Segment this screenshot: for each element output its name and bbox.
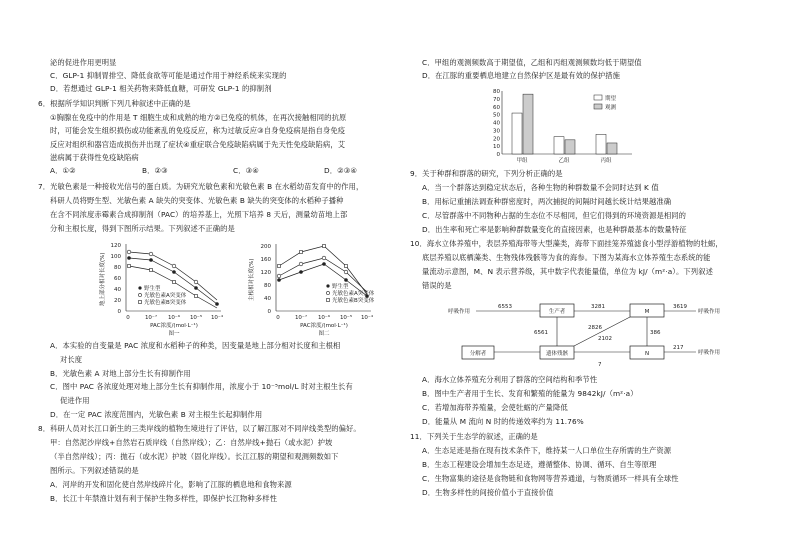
bar-expected xyxy=(596,134,606,154)
tick: 20 xyxy=(114,298,121,304)
option-a: A．生态足迹是指在现有技术条件下，维持某一人口单位生存所需的生产资源 xyxy=(422,446,672,455)
option-a: A．海水立体养殖充分利用了群落的空间结构和季节性 xyxy=(422,375,598,384)
text-line: 对长度 xyxy=(60,355,83,364)
energy-value: 2102 xyxy=(598,336,612,342)
tick: 10⁻⁵ xyxy=(339,315,353,321)
energy-value: 217 xyxy=(673,345,684,351)
option-b: B．用标记重捕法调查种群密度时，两次捕捉的间隔时间越长统计结果越准确 xyxy=(422,197,672,206)
option-c: C．生物富集的途径是食物链和食物网等营养通道，与物质循环一样具有全球性 xyxy=(422,474,679,483)
tick: 0 xyxy=(267,309,271,315)
tick: 0 xyxy=(117,309,121,315)
text-line: D．若想通过 GLP-1 相关药物来降低血糖，可研发 GLP-1 的抑制剂 xyxy=(50,84,272,93)
option-a: A．①② xyxy=(50,166,76,175)
figure-7-left xyxy=(98,243,224,336)
tick: 120 xyxy=(110,243,121,249)
option-a: A．本实验的自变量是 PAC 浓度和水稻种子的种类，因变量是地上部分相对长度和主根相 xyxy=(50,341,341,350)
respiration-label: 呼吸作用 xyxy=(698,309,721,315)
text-line: 分和主根长度，得到下图所示结果。下列叙述不正确的是 xyxy=(50,224,235,233)
tick: 0 xyxy=(276,315,280,321)
x-category-label: 乙组 xyxy=(558,158,570,164)
tick: 10⁻⁷ xyxy=(294,315,308,321)
bar-expected xyxy=(554,137,564,154)
m-label: M xyxy=(644,309,650,315)
text-line: 甲：自然泥沙岸线+自然岩石质岸线（自然岸线）；乙：自然岸线+抛石（或水泥）护坡 xyxy=(50,438,333,447)
text-line: 时，可能会发生组织损伤或功能紊乱的免疫反应，称为过敏反应③自身免疫病是指自身免疫 xyxy=(50,126,346,135)
legend xyxy=(594,94,617,111)
option-c: C．若增加海带养殖量，会使牡蛎的产量降低 xyxy=(422,403,568,412)
legend-item: 光敏色素A突变体 xyxy=(332,291,375,297)
text-line: 在含不同浓度赤霉素合成抑制剂（PAC）的培养基上，光照下培养 8 天后，测量幼苗地上部 xyxy=(50,210,348,219)
option-d: D．在江豚的重要栖息地建立自然保护区是最有效的保护措施 xyxy=(422,71,621,80)
y-tick-label: 70 xyxy=(493,96,500,103)
y-ticks xyxy=(493,89,501,158)
energy-value: 6561 xyxy=(534,330,548,336)
tick: 40 xyxy=(264,296,271,302)
text-line: 底层养殖以底栖藻类、生物残体残骸等为食的海参。下图为某海水立体养殖生态系统的能 xyxy=(422,253,711,262)
option-a: A．当一个群落达到稳定状态后，各种生物的种群数量不会同时达到 K 值 xyxy=(422,183,659,192)
x-category-label: 丙组 xyxy=(600,158,612,164)
y-tick-label: 20 xyxy=(493,136,500,143)
tick: 10⁻⁵ xyxy=(189,315,203,321)
energy-value: 6553 xyxy=(498,304,512,310)
text-line: 图所示。下列叙述错误的是 xyxy=(50,466,139,475)
n-label: N xyxy=(644,351,650,357)
figure-7-right xyxy=(247,244,375,336)
text-line: 量流动示意图，M、N 表示营养级，其中数字代表能量值，单位为 kJ/（m²·a）。下列叙述 xyxy=(422,267,713,276)
option-d: D．②③④ xyxy=(324,166,358,175)
markers-right xyxy=(277,245,369,298)
bar-expected xyxy=(512,113,522,154)
legend-item: 光敏色素B突变体 xyxy=(144,300,187,306)
y-tick-label: 50 xyxy=(493,112,500,119)
energy-value: 3619 xyxy=(673,304,687,310)
text-line: 滋病属于获得性免疫缺陷病 xyxy=(50,153,139,162)
option-c: C．③④ xyxy=(233,166,259,175)
right-column xyxy=(410,0,780,560)
question-9: 9．关于种群和群落的研究，下列分析正确的是 xyxy=(410,169,563,178)
option-b: B．②③ xyxy=(142,166,168,175)
figure-7 xyxy=(96,236,386,336)
y-ticks-left xyxy=(111,243,122,315)
text-line: C．GLP-1 抑制胃排空、降低食欲等可能是通过作用于神经系统来实现的 xyxy=(50,71,287,80)
y-tick-label: 10 xyxy=(493,144,500,151)
left-column xyxy=(36,0,396,560)
x-axis-label: PAC浓度/(mol·L⁻¹) xyxy=(300,323,348,329)
text-line: 促进作用 xyxy=(60,396,90,405)
option-c: C．尽管群落中不同物种占据的生态位不尽相同，但它们得到的环境资源是相同的 xyxy=(422,211,687,220)
tick: 100 xyxy=(110,254,121,260)
option-c: C．甲组的观测频数高于期望值，乙组和丙组观测频数均低于期望值 xyxy=(422,58,642,67)
x-ticks-right xyxy=(276,314,374,321)
option-d: D．出生率和死亡率是影响种群数量变化的直接因素，也是种群最基本的数量特征 xyxy=(422,225,687,234)
option-c: C．图中 PAC 各浓度处理对地上部分生长有抑制作用，浓度小于 10⁻⁵mol/L 时对主根生长有 xyxy=(50,382,353,391)
energy-value: 2826 xyxy=(588,325,602,331)
y-ticks-right xyxy=(261,244,272,315)
tick: 80 xyxy=(114,265,121,271)
question-10: 10．海水立体养殖中，表层养殖海带等大型藻类，海带下面挂笼养殖滤食小型浮游植物的牡蛎， xyxy=(410,239,723,248)
energy-value: 386 xyxy=(650,330,661,336)
tick: 10⁻⁶ xyxy=(317,315,331,321)
question-6: 6．根据所学知识判断下列几种叙述中正确的是 xyxy=(38,99,191,108)
energy-value: 3281 xyxy=(591,304,605,310)
legend-item: 观测 xyxy=(605,105,617,111)
legend-item: 期望 xyxy=(605,96,617,102)
option-a: A．河岸的开发和固化使自然岸线碎片化，影响了江豚的栖息地和食物来源 xyxy=(50,480,292,489)
tick: 160 xyxy=(260,257,271,263)
x-labels xyxy=(516,156,612,164)
y-axis-label: 地上部分相对长度(%) xyxy=(100,252,106,306)
bar-observed xyxy=(523,94,533,154)
tick: 200 xyxy=(260,244,271,250)
tick: 0 xyxy=(126,315,130,321)
legend-left xyxy=(138,284,186,306)
legend-swatch xyxy=(594,104,602,109)
option-b: B．生态工程建设会增加生态足迹，遵循整体、协调、循环、自生等原理 xyxy=(422,460,657,469)
y-axis-label: 主根相对长度(%) xyxy=(249,258,255,301)
decomposer-label: 分解者 xyxy=(469,351,487,357)
energy-value: 7 xyxy=(598,362,602,368)
figure-caption: 图一 xyxy=(168,331,180,336)
tick: 40 xyxy=(114,287,121,293)
legend-item: 光敏色素B突变体 xyxy=(332,298,375,304)
y-tick-label: 40 xyxy=(493,120,500,127)
question-7: 7．光敏色素是一种接收光信号的蛋白质。为研究光敏色素和光敏色素 B 在水稻幼苗发育中的作用， xyxy=(38,182,364,191)
tick: 80 xyxy=(264,283,271,289)
tick: 10⁻⁴ xyxy=(210,315,224,321)
bar-observed xyxy=(565,140,575,154)
series-mutant-b xyxy=(279,246,367,294)
question-8: 8．科研人员对长江口新生的三类岸线的植物生境进行了评估，以了解江豚对不同岸线类型的偏好。 xyxy=(38,424,361,433)
text-line: （半自然岸线）；丙：抛石（或水泥）护坡（固化岸线）。长江江豚的期望和观测频数如下 xyxy=(50,452,339,461)
bars xyxy=(512,94,617,154)
x-axis-label: PAC浓度/(mol·L⁻¹) xyxy=(150,323,198,329)
remains-label: 遗体残骸 xyxy=(545,351,569,357)
legend-item: 野生型 xyxy=(332,284,349,290)
respiration-label: 呼吸作用 xyxy=(698,350,721,356)
tick: 120 xyxy=(260,270,271,276)
figure-caption: 图二 xyxy=(318,331,330,336)
tick: 10⁻⁶ xyxy=(167,315,181,321)
x-category-label: 甲组 xyxy=(516,158,528,164)
text-line: 泌的促进作用更明显 xyxy=(50,58,117,67)
energy-flow-diagram xyxy=(448,296,748,368)
option-d: D．在一定 PAC 浓度范围内，光敏色素 B 对主根生长起抑制作用 xyxy=(50,410,263,419)
legend-swatch xyxy=(594,95,602,100)
y-tick-label: 80 xyxy=(493,89,500,95)
tick: 60 xyxy=(114,276,121,282)
legend-item: 光敏色素A突变体 xyxy=(144,293,187,299)
y-tick-label: 30 xyxy=(493,128,500,135)
option-b: B．图中生产者用于生长、发育和繁殖的能量为 9842kJ/（m²·a） xyxy=(422,389,638,398)
tick: 10⁻⁷ xyxy=(144,315,158,321)
y-tick-label: 60 xyxy=(493,104,500,111)
option-b: B．长江十年禁渔计划有利于保护生物多样性，即保护长江物种多样性 xyxy=(50,494,278,503)
legend-right xyxy=(326,282,374,304)
producer-label: 生产者 xyxy=(548,309,566,315)
option-d: D．生物多样性的间接价值小于直接价值 xyxy=(422,488,554,497)
respiration-label: 呼吸作用 xyxy=(448,309,471,315)
bar-chart xyxy=(482,87,662,165)
text-line: 错误的是 xyxy=(422,281,452,290)
text-line: 科研人员将野生型、光敏色素 A 缺失的突变体、光敏色素 B 缺失的突变体的水稻种子播种 xyxy=(50,196,344,205)
option-d: D．能量从 M 流向 N 时的传递效率约为 11.76% xyxy=(422,417,584,426)
option-b: B．光敏色素 A 对地上部分生长有抑制作用 xyxy=(50,369,191,378)
x-ticks-left xyxy=(126,314,224,321)
question-11: 11．下列关于生态学的叙述，正确的是 xyxy=(410,432,538,441)
legend-item: 野生型 xyxy=(144,286,161,292)
bar-observed xyxy=(607,143,617,154)
y-tick-label: 0 xyxy=(496,152,500,158)
text-line: ①胸腺在免疫中的作用是 T 细胞生成和成熟的地方②已免疫的机体，在再次接触相同的抗原 xyxy=(50,113,347,122)
tick: 10⁻⁴ xyxy=(360,315,374,321)
text-line: 反应对组织和器官造成损伤并出现了症状④重症联合免疫缺陷病属于先天性免疫缺陷病，艾 xyxy=(50,140,346,149)
